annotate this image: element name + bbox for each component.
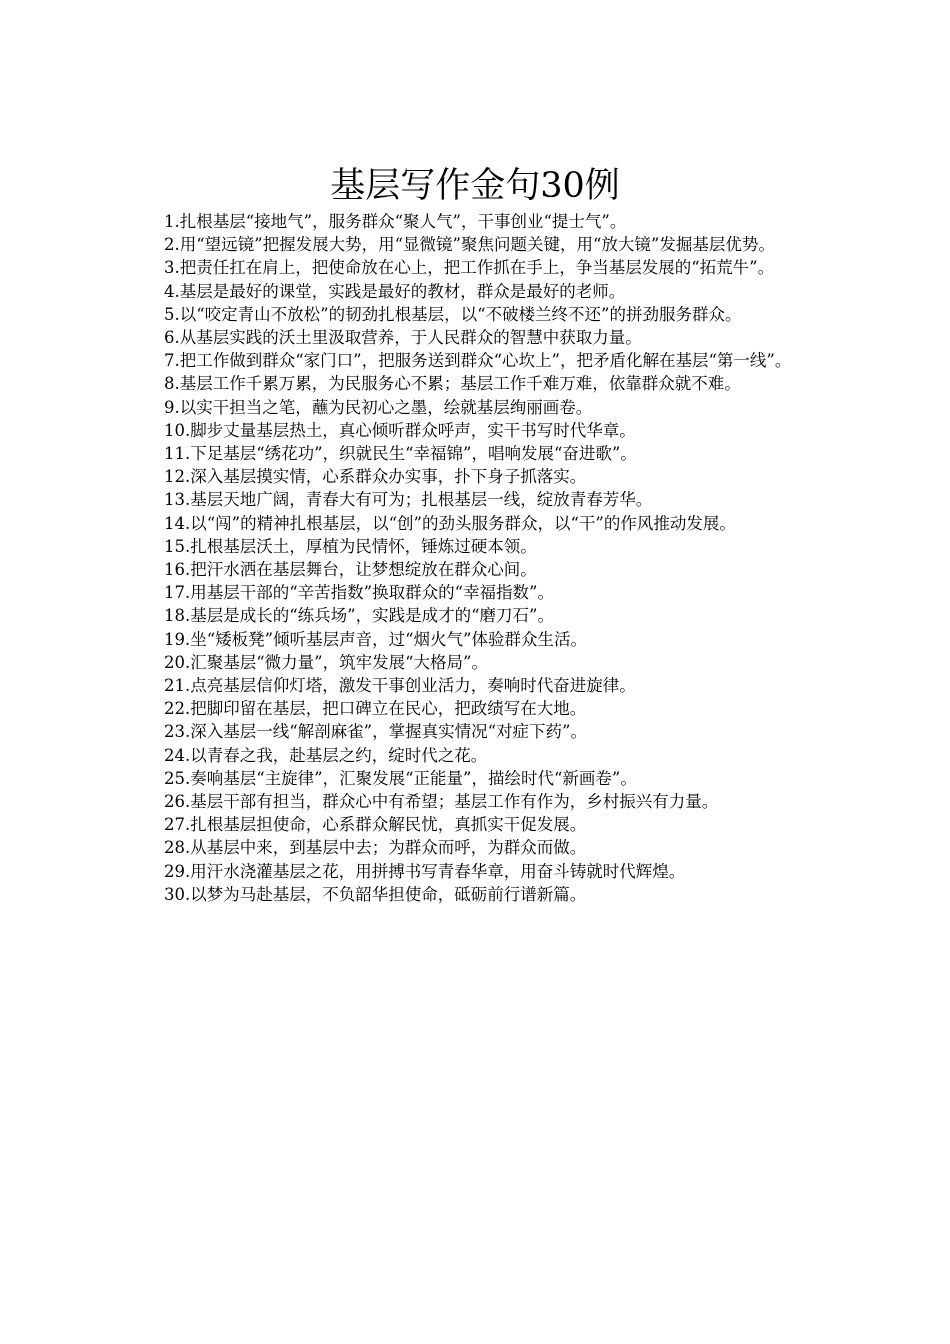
list-item: 21.点亮基层信仰灯塔，激发干事创业活力，奏响时代奋进旋律。 xyxy=(164,676,636,696)
list-item: 6.从基层实践的沃土里汲取营养，于人民群众的智慧中获取力量。 xyxy=(164,328,642,348)
list-item: 13.基层天地广阔，青春大有可为；扎根基层一线，绽放青春芳华。 xyxy=(164,490,653,510)
list-item: 19.坐“矮板凳”倾听基层声音，过“烟火气”体验群众生活。 xyxy=(164,629,587,649)
list-item: 2.用“望远镜”把握发展大势，用“显微镜”聚焦问题关键，用“放大镜”发掘基层优势。 xyxy=(164,235,775,255)
list-item: 9.以实干担当之笔，蘸为民初心之墨，绘就基层绚丽画卷。 xyxy=(164,397,593,417)
list-item: 3.把责任扛在肩上，把使命放在心上，把工作抓在手上，争当基层发展的“拓荒牛”。 xyxy=(164,258,775,278)
list-item: 17.用基层干部的“辛苦指数”换取群众的“幸福指数”。 xyxy=(164,583,554,603)
list-item: 29.用汗水浇灌基层之花，用拼搏书写青春华章，用奋斗铸就时代辉煌。 xyxy=(164,861,686,881)
list-item: 23.深入基层一线“解剖麻雀”，掌握真实情况“对症下药”。 xyxy=(164,722,587,742)
list-item: 15.扎根基层沃土，厚植为民情怀，锤炼过硬本领。 xyxy=(164,536,537,556)
list-item: 27.扎根基层担使命，心系群众解民忧，真抓实干促发展。 xyxy=(164,815,587,835)
list-item: 28.从基层中来，到基层中去；为群众而呼，为群众而做。 xyxy=(164,838,587,858)
list-item: 20.汇聚基层“微力量”，筑牢发展“大格局”。 xyxy=(164,652,488,672)
list-item: 22.把脚印留在基层，把口碑立在民心，把政绩写在大地。 xyxy=(164,699,587,719)
list-item: 5.以“咬定青山不放松”的韧劲扎根基层，以“不破楼兰终不还”的拼劲服务群众。 xyxy=(164,304,742,324)
list-item: 7.把工作做到群众“家门口”，把服务送到群众“心坎上”，把矛盾化解在基层“第一线”。 xyxy=(164,351,792,371)
list-item: 16.把汗水洒在基层舞台，让梦想绽放在群众心间。 xyxy=(164,560,537,580)
list-item: 14.以“闯”的精神扎根基层，以“创”的劲头服务群众，以“干”的作风推动发展。 xyxy=(164,513,736,533)
list-item: 12.深入基层摸实情，心系群众办实事，扑下身子抓落实。 xyxy=(164,467,587,487)
list-item: 24.以青春之我，赴基层之约，绽时代之花。 xyxy=(164,745,488,765)
list-item: 8.基层工作千累万累，为民服务心不累；基层工作千难万难，依靠群众就不难。 xyxy=(164,374,741,394)
list-item: 10.脚步丈量基层热土，真心倾听群众呼声，实干书写时代华章。 xyxy=(164,420,636,440)
list-item: 30.以梦为马赴基层，不负韶华担使命，砥砺前行谱新篇。 xyxy=(164,884,587,904)
list-item: 1.扎根基层“接地气”，服务群众“聚人气”，干事创业“提士气”。 xyxy=(164,212,627,231)
list-item: 26.基层干部有担当，群众心中有希望；基层工作有作为，乡村振兴有力量。 xyxy=(164,792,719,812)
list-item: 18.基层是成长的“练兵场”，实践是成才的“磨刀石”。 xyxy=(164,606,554,626)
list-item: 4.基层是最好的课堂，实践是最好的教材，群众是最好的老师。 xyxy=(164,281,626,301)
list-item: 25.奏响基层“主旋律”，汇聚发展“正能量”，描绘时代“新画卷”。 xyxy=(164,768,637,788)
quote-list xyxy=(128,210,834,906)
page-title: 基层写作金句30例 xyxy=(330,166,620,206)
list-item: 11.下足基层“绣花功”，织就民生“幸福锦”，唱响发展“奋进歌”。 xyxy=(164,444,637,464)
